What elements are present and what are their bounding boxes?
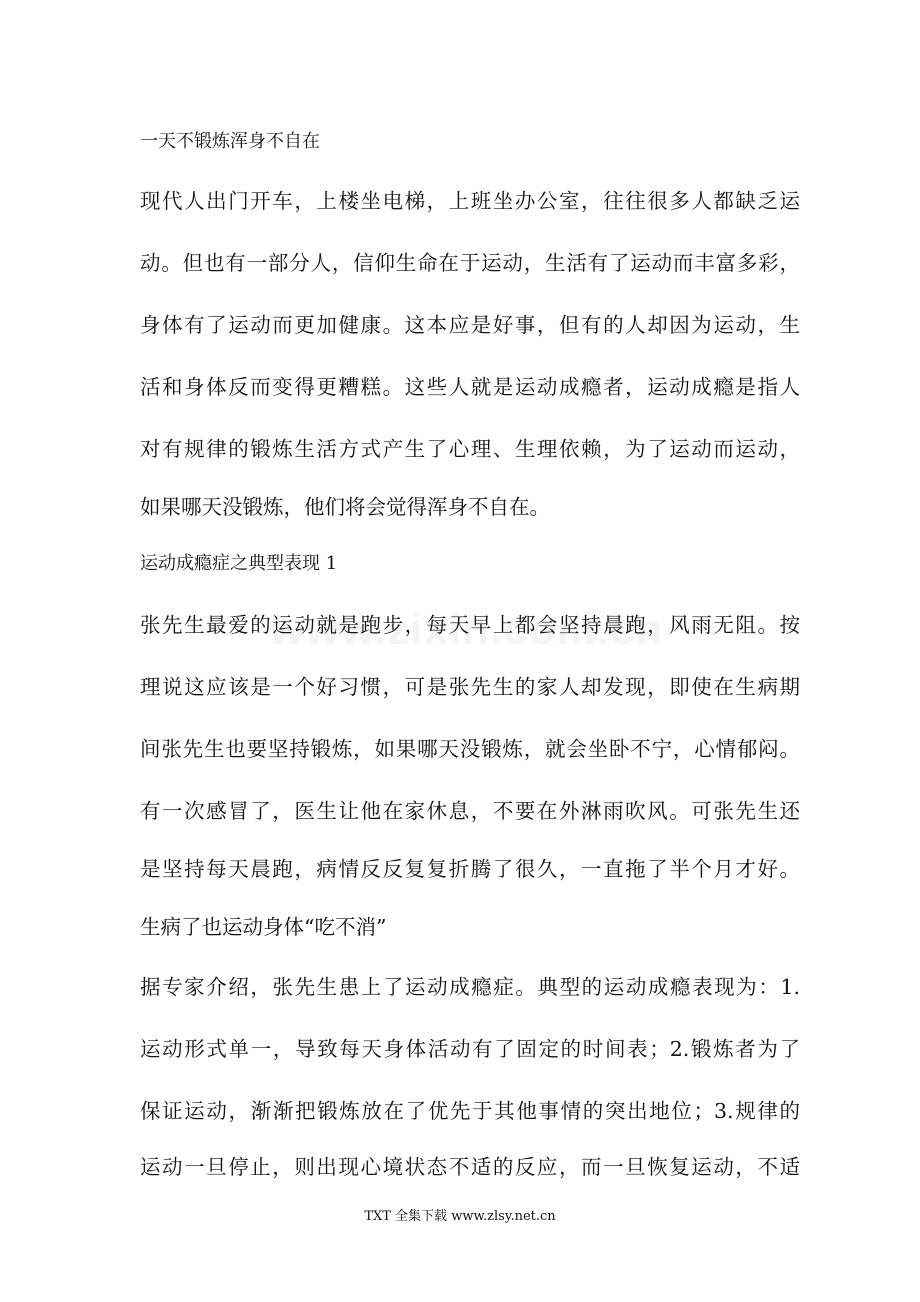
paragraph-2-line-3: 间张先生也要坚持锻炼，如果哪天没锻炼，就会坐卧不宁，心情郁闷。 [140, 737, 800, 761]
paragraph-1-line-4: 活和身体反而变得更糟糕。这些人就是运动成瘾者，运动成瘾是指人 [140, 375, 800, 399]
paragraph-2-line-5: 是坚持每天晨跑，病情反反复复折腾了很久，一直拖了半个月才好。 [140, 857, 800, 881]
page-footer: TXT 全集下载 www.zlsy.net.cn [364, 1209, 556, 1224]
document-title: 一天不锻炼浑身不自在 [140, 131, 320, 152]
paragraph-3-line-1: 据专家介绍，张先生患上了运动成瘾症。典型的运动成瘾表现为：1. [140, 975, 800, 999]
paragraph-3-line-3: 保证运动，渐渐把锻炼放在了优先于其他事情的突出地位；3.规律的 [140, 1099, 800, 1123]
paragraph-1-line-3: 身体有了运动而更加健康。这本应是好事，但有的人却因为运动，生 [140, 313, 800, 337]
subheading: 生病了也运动身体“吃不消” [140, 915, 387, 939]
paragraph-3-line-4: 运动一旦停止，则出现心境状态不适的反应，而一旦恢复运动，不适 [140, 1155, 800, 1179]
paragraph-1-line-1: 现代人出门开车，上楼坐电梯，上班坐办公室，往往很多人都缺乏运 [140, 189, 800, 213]
paragraph-1-line-6: 如果哪天没锻炼，他们将会觉得浑身不自在。 [140, 495, 550, 519]
paragraph-2-line-1: 张先生最爱的运动就是跑步，每天早上都会坚持晨跑，风雨无阻。按 [140, 613, 800, 637]
paragraph-2-line-4: 有一次感冒了，医生让他在家休息，不要在外淋雨吹风。可张先生还 [140, 799, 800, 823]
section-heading: 运动成瘾症之典型表现 1 [140, 553, 338, 574]
paragraph-1-line-5: 对有规律的锻炼生活方式产生了心理、生理依赖，为了运动而运动， [140, 437, 800, 461]
paragraph-3-line-2: 运动形式单一，导致每天身体活动有了固定的时间表；2.锻炼者为了 [140, 1037, 800, 1061]
paragraph-1-line-2: 动。但也有一部分人，信仰生命在于运动，生活有了运动而丰富多彩， [140, 251, 800, 275]
paragraph-2-line-2: 理说这应该是一个好习惯，可是张先生的家人却发现，即使在生病期 [140, 675, 800, 699]
